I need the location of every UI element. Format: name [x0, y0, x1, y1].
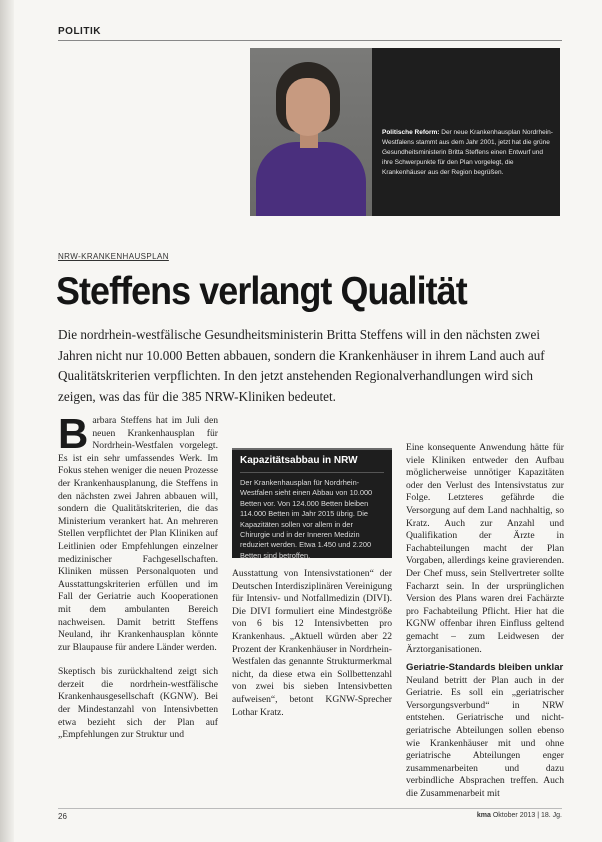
- column-1-paragraph-1: [58, 410, 218, 654]
- info-box: [232, 448, 392, 558]
- article-lead: Die nordrhein-westfälische Gesundheitsministerin Britta Steffens will in den nächsten zwei Jahren nicht nur 10.000 Betten abbauen, sondern die Krankenhäuser in ihrem Land auch auf Qualitätskriterien verpflichten. In den jetzt anstehenden Regionalverhandlungen wird sich zeigen, was das für die 385 NRW-Kliniken bedeutet.: [58, 327, 545, 404]
- portrait-photo: [250, 48, 372, 216]
- article-title: Steffens verlangt Qualität: [56, 270, 467, 313]
- article-kicker: NRW-KRANKENHAUSPLAN: [58, 252, 169, 261]
- info-box-text: Der Krankenhausplan für Nordrhein-Westfalen sieht einen Abbau von 10.000 Betten vor. Von 124.000 Betten bleiben 114.000 Betten im Jahr 2015 übrig. Die Kapazitäten sollen vor allem in der Chirurgie und in der Inneren Medizin reduziert werden. Etwa 1.450 und 2.200 Betten sind betroffen.: [240, 478, 373, 560]
- column-3: [406, 442, 564, 801]
- publication-issue: Oktober 2013 | 18. Jg.: [492, 812, 562, 819]
- column-2-paragraph: Ausstattung von Intensivstationen“ der Deutschen Interdisziplinären Vereinigung für Intensiv- und Notfallmedizin (DIVI). Die DIVI formuliert eine Mindestgröße von 6 bis 12 Intensivbetten pro Krankenhaus. „Aktuell würden aber 22 Prozent der Krankenhäuser in Nordrhein-Westfalen das genannte Strukturmerkmal nicht, da diese etwa ein Sollbettenzahl von zwei bis sieben Intensivbetten aufweisen“, betont KGNW-Sprecher Lothar Kratz.: [232, 568, 392, 718]
- header-rule: [58, 40, 562, 41]
- section-label: POLITIK: [58, 26, 101, 37]
- column-1-text-1: arbara Steffens hat im Juli den neuen Krankenhausplan für Nordrhein-Westfalen vorgelegt. Es ist ein sehr umfassendes Werk. Im Fokus stehen weniger die neuen Prozesse der Krankenhausplanung, die Steffens in den nächsten zwei Jahren abbauen will, sondern die Qualitätskriterien, die das Ministerium verankert hat. An mehreren Stellen verpflichtet der Plan Kliniken auf Leitlinien oder Empfehlungen einzelner medizinischer Fachgesellschaften. Kliniken müssen Personalquoten und Ausstattungskriterien erfüllen und im Fall der Geriatrie auch Kooperationen mit dem ambulanten Bereich nachweisen. Damit betritt Steffens Neuland, ihr Krankenhausplan könnte zur Blaupause für andere Länder werden.: [58, 415, 218, 653]
- caption-text: Der neue Krankenhausplan Nordrhein-Westfalens stammt aus dem Jahr 2001, jetzt hat die grüne Gesundheitsministerin Britta Steffens einen Entwurf und ihre Schwerpunkte für den Plan vorgelegt, die Krankenhäuser aus der Region begrüßen.: [382, 129, 553, 176]
- page-gutter: [0, 0, 14, 842]
- publication-info: [477, 812, 562, 819]
- info-box-title: Kapazitätsabbau in NRW: [240, 455, 358, 466]
- column-1-paragraph-2: Skeptisch bis zurückhaltend zeigt sich derzeit die nordrhein-westfälische Krankenhausgesellschaft (KGNW). Bei der Mindestanzahl von Intensivbetten etwa bezieht sich der Plan auf „Empfehlungen zur Struktur und: [58, 666, 218, 741]
- page-number: 26: [58, 812, 67, 821]
- photo-blouse: [256, 142, 366, 216]
- column-1: [58, 410, 218, 742]
- info-box-divider: [240, 472, 384, 473]
- photo-face: [286, 78, 330, 136]
- column-3-subhead: Geriatrie-Standards bleiben unklar: [406, 662, 564, 674]
- photo-caption: [382, 128, 554, 178]
- column-2: [232, 568, 392, 719]
- column-3-paragraph-1: Eine konsequente Anwendung hätte für viele Kliniken entweder den Aufbau möglicherweise unnötiger Kapazitäten oder den Verlust des Intensivstatus zur Folge. Letzteres gefährde die Versorgung auf dem Land nachhaltig, so Kratz. Auch zur Anzahl und Qualifikation der Ärzte in Fachabteilungen macht der Plan Vorgaben, allerdings keine gravierenden. Der Chef muss, sein Stellvertreter sollte Facharzt sein. In der ursprünglichen Version des Plans waren drei Fachärzte pro Fachabteilung Pflicht. Hier hat die KGNW offenbar ihren Einfluss geltend gemacht – zum Leidwesen der Ärztorganisationen.: [406, 442, 564, 655]
- footer-rule: [58, 808, 562, 809]
- caption-name: Politische Reform:: [382, 129, 440, 136]
- column-3-paragraph-2: Neuland betritt der Plan auch in der Geriatrie. Es soll ein „geriatrischer Versorgungsverbund“ in NRW entstehen. Geriatrische und nicht-geriatrische Abteilungen sollen ebenso wie Krankenhäuser mit und ohne geriatrische Abteilungen enger zusammenarbeiten und dazu verbindliche Absprachen treffen. Auch die Zusammenarbeit mit: [406, 674, 564, 800]
- drop-cap: B: [58, 410, 89, 457]
- info-box-rule: [232, 448, 392, 450]
- publication-name: kma: [476, 812, 491, 819]
